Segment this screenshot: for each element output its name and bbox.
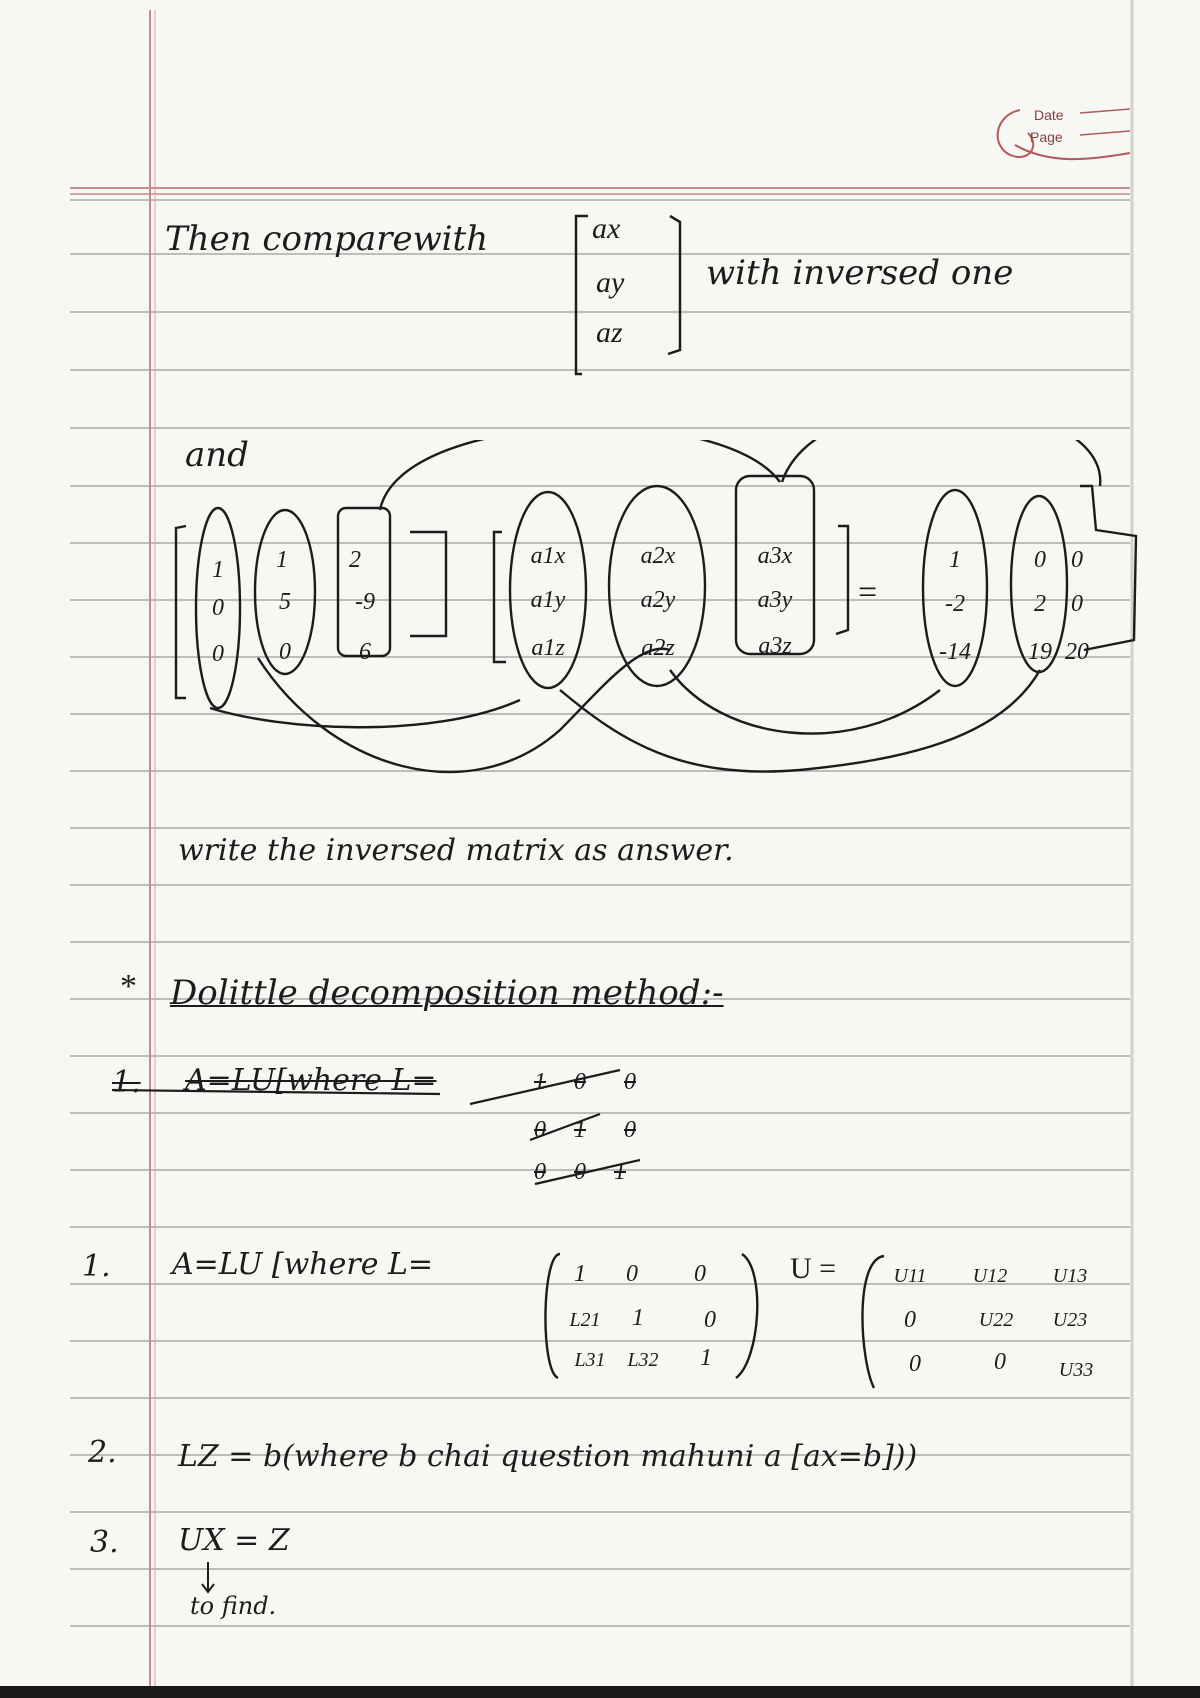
L-3-2: L32 <box>627 1349 659 1371</box>
U-2-3: U23 <box>1052 1309 1088 1331</box>
struck-step-number: 1. <box>112 1065 141 1100</box>
matrix-b-3-1: -14 <box>939 639 971 665</box>
vector-az: az <box>596 316 623 349</box>
matrix-x-1-2: a2x <box>640 543 676 569</box>
step1-number: 1. <box>82 1249 111 1284</box>
step1-text: A=LU [where L= <box>172 1247 434 1282</box>
with-inversed-text: with inversed one <box>706 253 1014 293</box>
compare-text: Then comparewith <box>165 219 489 259</box>
U-3-1: 0 <box>909 1351 921 1377</box>
matrix-a-1-3: 2 <box>349 547 361 573</box>
matrix-a-1-2: 1 <box>276 547 288 573</box>
L-1-3: 0 <box>694 1261 706 1287</box>
U-2-1: 0 <box>904 1307 916 1333</box>
U-2-2: U22 <box>978 1309 1014 1331</box>
matrix-a-2-1: 0 <box>212 595 224 621</box>
equals-sign: = <box>858 574 878 611</box>
L-2-3: 0 <box>704 1307 716 1333</box>
matrix-b-2-1: -2 <box>945 591 965 617</box>
struck-matrix-2-1: 0 <box>534 1117 546 1143</box>
matrix-a-3-1: 0 <box>212 641 224 667</box>
U-1-1: U11 <box>893 1265 927 1287</box>
step2-text: LZ = b(where b chai question mahuni a [ax=b])) <box>178 1439 918 1474</box>
struck-matrix-1-1: 1 <box>534 1069 546 1095</box>
struck-matrix-3-2: 0 <box>574 1159 586 1185</box>
U-3-3: U33 <box>1058 1359 1094 1381</box>
L-3-3: 1 <box>700 1345 712 1371</box>
matrix-a-2-3: -9 <box>355 589 375 615</box>
scan-bottom-edge <box>0 1686 1200 1698</box>
matrix-a-2-2: 5 <box>279 589 291 615</box>
struck-step-text: A=LU[where L= <box>185 1063 437 1098</box>
vector-ay: ay <box>596 266 625 299</box>
matrix-a-1-1: 1 <box>212 557 224 583</box>
page-label: Page <box>1030 129 1063 145</box>
vector-bracket <box>570 210 690 380</box>
struck-matrix-2-3: 0 <box>624 1117 636 1143</box>
matrix-x-3-2: a2z <box>641 635 675 661</box>
step3-note: to find. <box>190 1592 277 1620</box>
matrix-a-3-3: 6 <box>359 639 371 665</box>
U-3-2: 0 <box>994 1349 1006 1375</box>
matrix-b-3-3: 20 <box>1065 639 1089 665</box>
step3-text: UX = Z <box>178 1523 290 1558</box>
U-1-3: U13 <box>1052 1265 1088 1287</box>
matrix-b-3-2: 19 <box>1028 639 1052 665</box>
L-2-2: 1 <box>632 1305 644 1331</box>
struck-matrix-1-2: 0 <box>574 1069 586 1095</box>
step2-number: 2. <box>88 1435 117 1470</box>
U-1-2: U12 <box>972 1265 1008 1287</box>
matrix-x-2-2: a2y <box>640 587 676 613</box>
matrix-b-1-1: 1 <box>949 547 961 573</box>
struck-matrix-1-3: 0 <box>624 1069 636 1095</box>
matrix-x-1-1: a1x <box>530 543 566 569</box>
matrix-a-3-2: 0 <box>279 639 291 665</box>
matrix-b-1-2: 0 <box>1034 547 1046 573</box>
matrix-x-3-1: a1z <box>531 635 565 661</box>
matrix-x-2-3: a3y <box>757 587 793 613</box>
struck-matrix-3-1: 0 <box>534 1159 546 1185</box>
heading-bullet: * <box>120 968 137 1005</box>
matrix-x-2-1: a1y <box>530 587 566 613</box>
date-label: Date <box>1034 107 1064 123</box>
dolittle-heading: Dolittle decomposition method:- <box>170 973 724 1013</box>
struck-matrix-3-3: 1 <box>614 1159 626 1185</box>
L-1-1: 1 <box>574 1261 586 1287</box>
matrix-b-2-2: 2 <box>1034 591 1046 617</box>
L-2-1: L21 <box>569 1309 601 1331</box>
and-text: and <box>185 435 249 475</box>
matrix-b-1-3: 0 <box>1071 547 1083 573</box>
U-label: U = <box>790 1252 837 1285</box>
L-1-2: 0 <box>626 1261 638 1287</box>
vector-ax: ax <box>592 212 621 245</box>
matrix-b-2-3: 0 <box>1071 591 1083 617</box>
struck-matrix-2-2: 1 <box>574 1117 586 1143</box>
step3-number: 3. <box>90 1525 119 1560</box>
write-inversed-text: write the inversed matrix as answer. <box>178 833 734 868</box>
matrix-x-3-3: a3z <box>758 633 792 659</box>
matrix-x-1-3: a3x <box>757 543 793 569</box>
strike-through-marks <box>0 1060 1200 1220</box>
L-3-1: L31 <box>574 1349 606 1371</box>
